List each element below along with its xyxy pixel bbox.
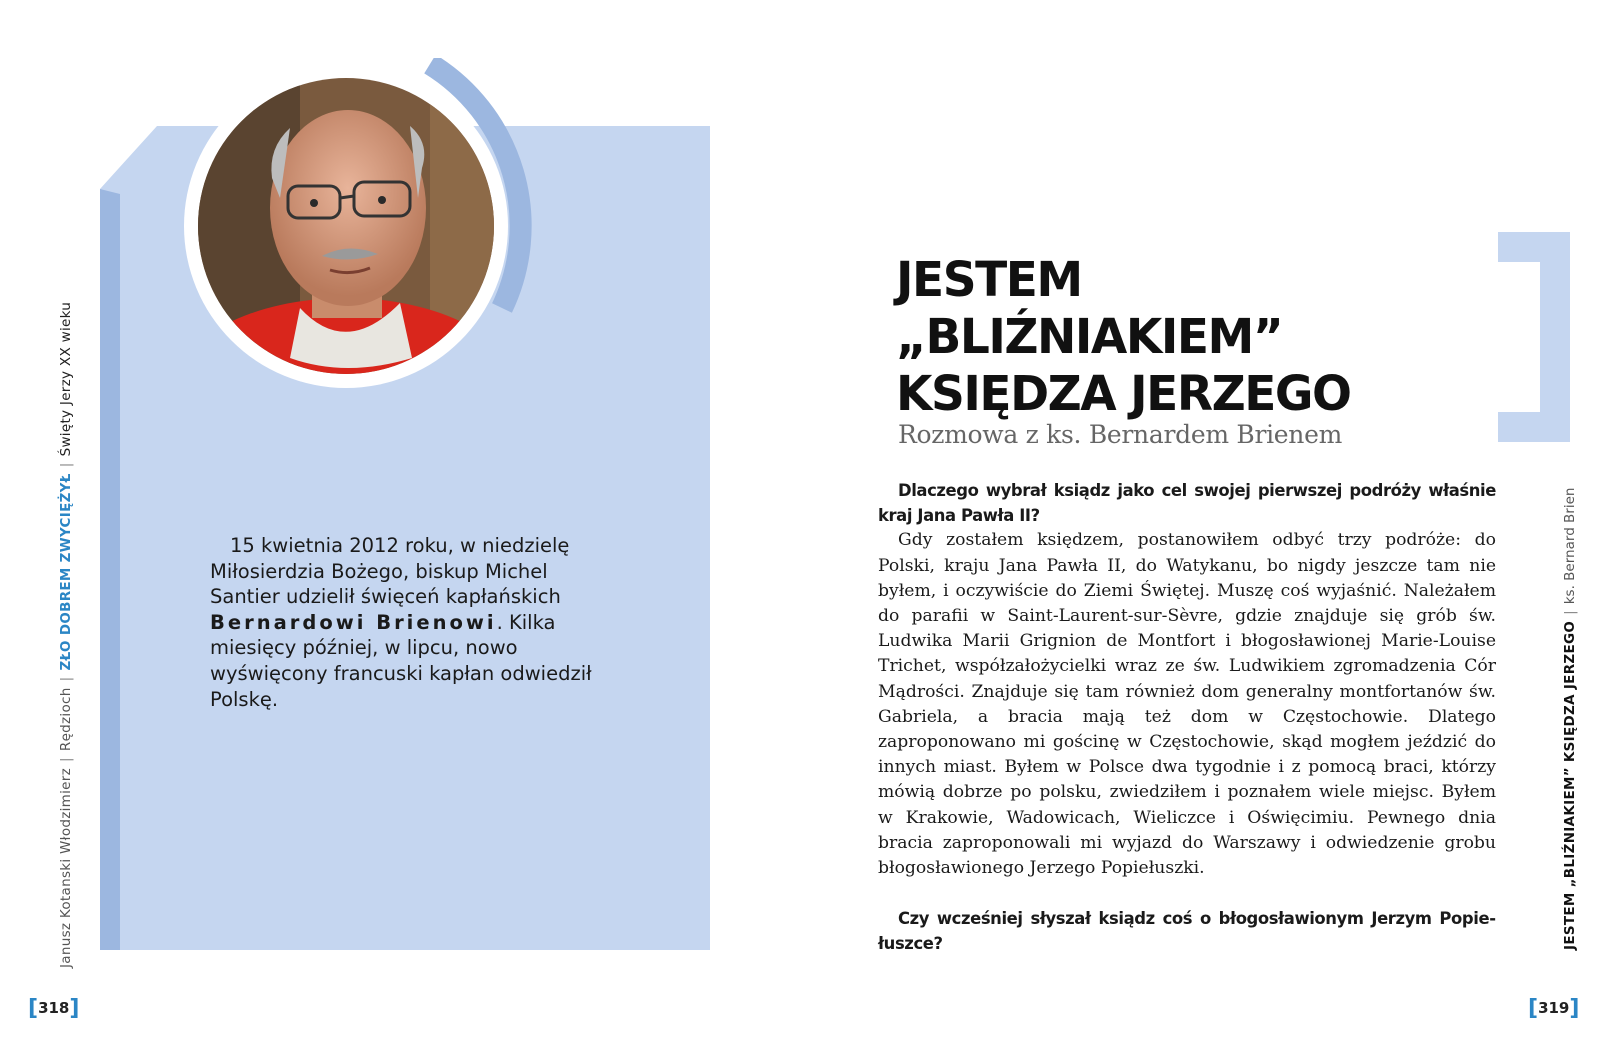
title-line-1: JESTEM [896, 252, 1082, 308]
question-1: Dlaczego wybrał ksiądz jako cel swojej pierwszej podróży właśnie kraj Jana Pawła II? [878, 481, 1496, 526]
running-head-left [58, 302, 74, 968]
article-subtitle: Rozmowa z ks. Bernardem Brienem [898, 420, 1342, 449]
article-body [878, 478, 1496, 957]
page-number-left [28, 994, 79, 1019]
running-head-article-title: JESTEM „BLIŹNIAKIEM” KSIĘDZA JERZEGO [1562, 620, 1578, 950]
running-head-series: ZŁO DOBREM ZWYCIĘŻYŁ [58, 473, 74, 671]
folio-bracket-close: ] [69, 996, 80, 1021]
right-page [800, 0, 1600, 1058]
folio-bracket-open: [ [28, 996, 39, 1021]
article-title [896, 252, 1351, 423]
question-2: Czy wcześniej słyszał ksiądz coś o błogosławionym Jerzym Popiełuszce? [878, 909, 1496, 954]
separator: | [58, 757, 74, 762]
separator: | [1562, 610, 1578, 615]
running-head-book-title: Święty Jerzy XX wieku [58, 301, 74, 457]
title-line-2: „BLIŹNIAKIEM” [896, 309, 1283, 365]
answer-1: Gdy zostałem księdzem, postanowiłem odbyć trzy podróże: do Polski, kraju Jana Pawła II, do Watykanu, bo nigdy jeszcze tam nie byłem, i oczywiście do Ziemi Świętej. Muszę coś wyjaśnić. Należałem do parafii w Saint-Laurent-sur-Sèvre, gdzie znajduje się grób św. Ludwika Marii Grignion de Montfort i błogosławionej Marie-Louise Trichet, współzałożycielki wraz ze św. Ludwikiem zgromadzenia Cór Mądrości. Znajduje się tam również dom generalny montfortanów św. Gabriela, a bracia mają też dom w Częstochowie. Dlatego zaproponowano mi gościnę w Częstochowie, skąd mogłem jeździć do innych miast. Byłem w Polsce dwa tygodnie i z pomocą braci, którzy mówią dobrze po polsku, zwiedziłem i poznałem wiele miejsc. Byłem w Krakowie, Wadowicach, Wieliczce i Oświęcimiu. Pewnego dnia bracia zaproponowali mi wyjazd do Warszawy i odwiedzenie grobu błogosławionego Jerzego Popiełuszki. [878, 530, 1496, 879]
running-head-editor: Rędzioch [58, 687, 74, 752]
folio-bracket-open: [ [1528, 996, 1539, 1021]
page-number-value: 318 [38, 999, 70, 1017]
folio-bracket-close: ] [1569, 996, 1580, 1021]
separator: | [58, 462, 74, 468]
intro-part1: 15 kwietnia 2012 roku, w niedzielę Miłosierdzia Bożego, biskup Michel Santier udzielił święceń kapłańskich [210, 534, 570, 609]
intro-text [210, 533, 620, 712]
page-number-value: 319 [1538, 999, 1570, 1017]
intro-part2: . Kilka miesięcy później, w lipcu, nowo wyświęcony francuski kapłan odwiedził Polskę. [210, 610, 592, 711]
separator: | [58, 676, 74, 682]
title-line-3: KSIĘDZA JERZEGO [896, 366, 1351, 422]
intro-name: Bernardowi Brienowi [210, 610, 497, 634]
running-head-person: ks. Bernard Brien [1562, 487, 1578, 605]
panel-shape [100, 58, 715, 960]
running-head-right [1562, 488, 1578, 950]
page-number-right [1528, 994, 1579, 1019]
running-head-authors: Janusz Kotanski Włodzimierz [58, 767, 74, 968]
decorative-bracket [1498, 232, 1570, 442]
